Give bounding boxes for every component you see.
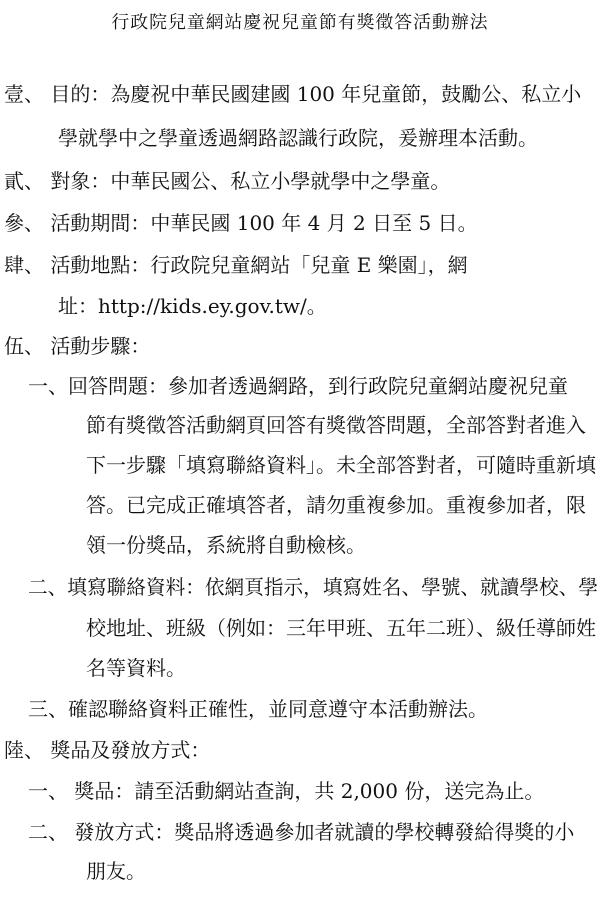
step-3-line: 三、確認聯絡資料正確性，並同意遵守本活動辦法。 <box>28 697 488 721</box>
step-1-line-4: 答。已完成正確填答者，請勿重複參加。重複參加者，限 <box>86 493 586 517</box>
section-1-line-1: 壹、 目的：為慶祝中華民國建國 100 年兒童節，鼓勵公、私立小 <box>4 82 582 106</box>
section-4-line-1: 肆、 活動地點：行政院兒童網站「兒童 E 樂園」，網 <box>4 253 468 277</box>
step-2-line-3: 名等資料。 <box>86 656 186 680</box>
step-1-line-2: 節有獎徵答活動網頁回答有獎徵答問題，全部答對者進入 <box>86 413 586 437</box>
step-1-line-5: 領一份獎品，系統將自動檢核。 <box>86 533 366 557</box>
section-6-heading: 陸、 獎品及發放方式： <box>4 738 211 762</box>
step-2-line-2: 校地址、班級（例如：三年甲班、五年二班）、級任導師姓 <box>86 616 596 640</box>
distribution-line-1: 二、 發放方式：獎品將透過參加者就讀的學校轉發給得獎的小 <box>28 820 575 844</box>
section-2-line: 貳、 對象：中華民國公、私立小學就學中之學童。 <box>4 169 451 193</box>
step-1-line-3: 下一步驟「填寫聯絡資料」。未全部答對者，可隨時重新填 <box>86 453 596 477</box>
step-1-line-1: 一、回答問題：參加者透過網路，到行政院兒童網站慶祝兒童 <box>28 374 568 398</box>
prize-line: 一、 獎品：請至活動網站查詢，共 2,000 份，送完為止。 <box>28 779 545 803</box>
distribution-line-2: 朋友。 <box>86 859 146 883</box>
section-5-heading: 伍、 活動步驟： <box>4 334 151 358</box>
step-2-line-1: 二、填寫聯絡資料：依網頁指示，填寫姓名、學號、就讀學校、學 <box>28 575 598 599</box>
section-3-line: 參、 活動期間：中華民國 100 年 4 月 2 日至 5 日。 <box>4 211 478 235</box>
section-4-line-2: 址：http://kids.ey.gov.tw/。 <box>58 294 327 318</box>
document-title: 行政院兒童網站慶祝兒童節有獎徵答活動辦法 <box>111 12 489 33</box>
section-1-line-2: 學就學中之學童透過網路認識行政院，爰辦理本活動。 <box>58 126 538 150</box>
